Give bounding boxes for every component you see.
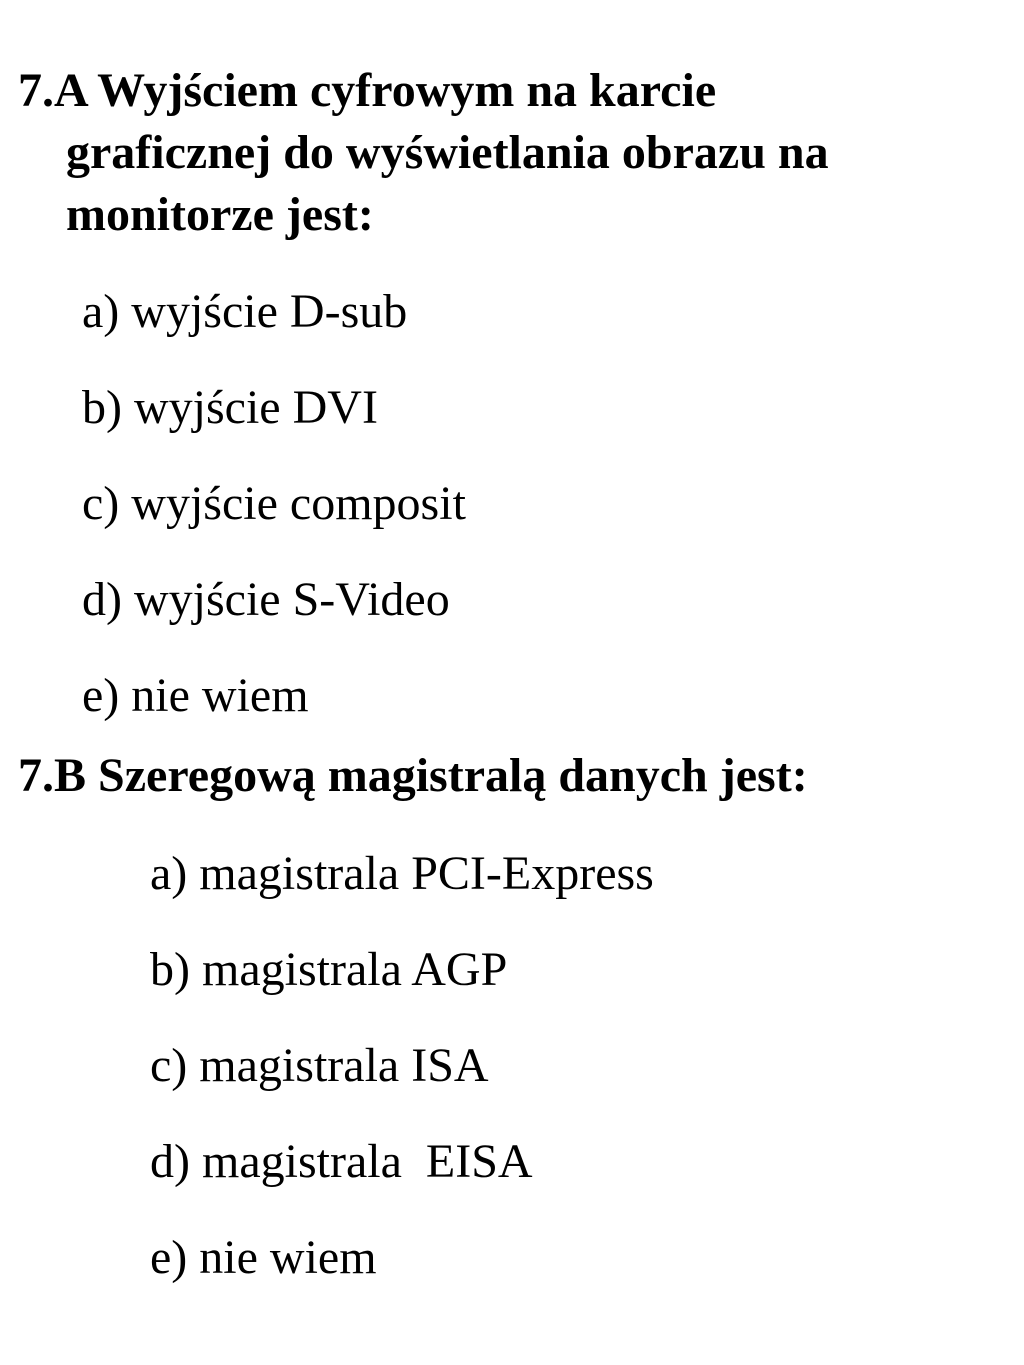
answer-7b-b: b) magistrala AGP — [150, 943, 508, 996]
answer-7a-a: a) wyjście D-sub — [82, 285, 408, 338]
answer-7b-a: a) magistrala PCI-Express — [150, 847, 654, 900]
answer-7a-b: b) wyjście DVI — [82, 381, 378, 434]
answer-7a-e: e) nie wiem — [82, 669, 309, 722]
question-7a-line1: Wyjściem cyfrowym na karcie — [97, 64, 717, 117]
question-7b-number: 7.B — [18, 749, 87, 802]
question-7b-heading — [18, 745, 1008, 807]
answer-7b-c: c) magistrala ISA — [150, 1039, 489, 1092]
question-7a-number: 7.A — [18, 64, 87, 117]
question-7a-line3: monitorze jest: — [66, 188, 374, 241]
question-7a-answers — [82, 264, 466, 744]
question-7b-text: Szeregową magistralą danych jest: — [98, 749, 808, 802]
question-7a-heading — [18, 60, 998, 246]
question-7b-answers — [150, 826, 654, 1306]
answer-7b-d: d) magistrala EISA — [150, 1135, 533, 1188]
answer-7b-e: e) nie wiem — [150, 1231, 377, 1284]
answer-7a-c: c) wyjście composit — [82, 477, 466, 530]
question-7a-line2: graficznej do wyświetlania obrazu na — [66, 126, 829, 179]
answer-7a-d: d) wyjście S-Video — [82, 573, 450, 626]
